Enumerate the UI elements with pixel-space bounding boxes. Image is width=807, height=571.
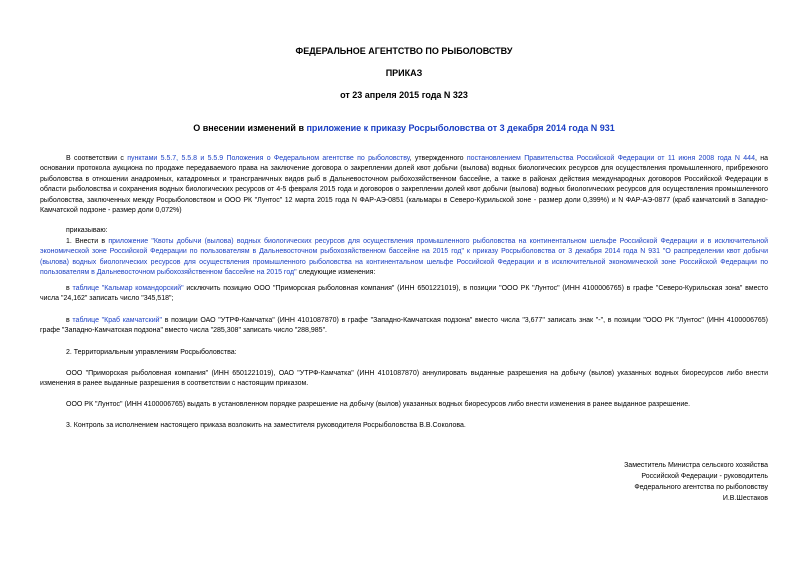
item2-text: 2. Территориальным управлениям Росрыболовства: (66, 349, 237, 356)
item2a-paragraph (40, 369, 768, 390)
item2-paragraph (40, 348, 768, 358)
item2b-text: ООО РК "Лунтос" (ИНН 4100006765) выдать в установленном порядке разрешение на добычу (вылов) указанных водных биоресурсов либо внести изменения в ранее выданное разрешение. (66, 401, 691, 408)
item1b-paragraph (40, 316, 768, 337)
subject-link[interactable]: приложение к приказу Росрыболовства от 3 декабря 2014 года N 931 (306, 123, 615, 133)
item1b-text-1: в (66, 317, 73, 324)
signature-line-2: Российской Федерации - руководитель (641, 473, 768, 480)
item1a-text-1: в (66, 285, 73, 292)
signature-line-1: Заместитель Министра сельского хозяйства (624, 462, 768, 469)
regulation-link[interactable]: пунктами 5.5.7, 5.5.8 и 5.5.9 Положения о Федеральном агентстве по рыболовству (127, 155, 410, 162)
item1-text-2: следующие изменения: (296, 269, 376, 277)
signature-line-3: Федерального агентства по рыболовству (634, 484, 768, 491)
doc-subject (40, 123, 768, 134)
doc-type: ПРИКАЗ (385, 68, 423, 78)
item2a-text: ООО "Приморская рыболовная компания" (ИНН 6501221019), ОАО "УТРФ-Камчатка" (ИНН 4101087870) аннулировать выданные разрешения на добычу (вылов) указанных водных биоресурсов либо внести изменения в ранее выданные разрешения в соответствии с настоящим приказом. (40, 370, 768, 388)
intro-text-3: , на основании протокола аукциона по продаже передаваемого права на заключение договора о закреплении долей квот добычи (вылова) водных биологических ресурсов для осуществления промышленного, прибрежного рыболовства в отношении анадромных, катадромных и трансграничных видов рыб в Дальневосточном рыбохозяйственном бассейне, а также в районах действия международных договоров Российской Федерации в области рыболовства и сохранения водных биологических ресурсов от 4-5 февраля 2015 года и договоров о закреплении долей квот добычи (вылова) водных биологических ресурсов для осуществления промышленного рыболовства, заключенных между Росрыболовством и ООО РК "Лунтос" 12 марта 2015 года N ФАР-АЭ-0851 (кальмары в Северо-Курильской зоне - размер доли 0,399%) и N ФАР-АЭ-0877 (краб камчатский в Западно-Камчатской подзоне - размер доли 0,072%) (40, 155, 768, 215)
intro-text-2: , утвержденного (409, 155, 467, 162)
doc-date-number: от 23 апреля 2015 года N 323 (340, 90, 468, 100)
government-decree-link[interactable]: постановлением Правительства Российской Федерации от 11 июня 2008 года N 444 (466, 155, 755, 162)
item1b-text-2: в позиции ОАО "УТРФ-Камчатка" (ИНН 4101087870) в графе "Западно-Камчатская подзона" вместо числа "3,677" записать знак "-", в позиции "ООО РК "Лунтос" (ИНН 4100006765) графе "Западно-Камчатская подзона" вместо числа "285,308" записать число "288,985". (40, 317, 768, 335)
intro-text-1: В соответствии с (66, 155, 128, 162)
item1a-text-2: исключить позицию ООО "Приморская рыболовная компания" (ИНН 6501221019), в позиции "ООО РК "Лунтос" (ИНН 4100006765) в графе "Северо-Курильская зона" вместо числа "24,162" записать число "345,518"; (40, 285, 768, 303)
signature-name: И.В.Шестаков (722, 495, 768, 502)
item3-text: 3. Контроль за исполнением настоящего приказа возложить на заместителя руководителя Росрыболовства В.В.Соколова. (66, 422, 466, 429)
item1a-paragraph (40, 284, 768, 305)
agency-title: ФЕДЕРАЛЬНОЕ АГЕНТСТВО ПО РЫБОЛОВСТВУ (295, 46, 513, 56)
item2b-paragraph (40, 400, 768, 410)
intro-paragraph (40, 154, 768, 216)
item1-paragraph (40, 237, 768, 279)
squid-table-link[interactable]: таблице "Кальмар командорский" (72, 285, 184, 292)
item1-text-1: 1. Внести в (66, 238, 109, 245)
signature-block (40, 460, 768, 504)
subject-prefix: О внесении изменений в (193, 123, 307, 133)
appendix-link[interactable]: приложение "Квоты добычи (вылова) водных биологических ресурсов для осуществления промышленного рыболовства на континентальном шельфе Российской Федерации и в исключительной экономической зоне Российской Федерации по пользователям в Дальневосточном рыбохозяйственном бассейне на 2015 год" к приказу Росрыболовства от 3 декабря 2014 года N 931 "О распределении квот добычи (вылова) водных биологических ресурсов для осуществления промышленного рыболовства на континентальном шельфе Российской Федерации и в исключительной экономической зоне Российской Федерации по пользователям в Дальневосточном рыбохозяйственном бассейне на 2015 год" (40, 238, 769, 277)
item3-paragraph (40, 421, 768, 431)
crab-table-link[interactable]: таблице "Краб камчатский" (72, 317, 162, 324)
order-word-paragraph (40, 226, 768, 236)
order-word: приказываю: (66, 227, 108, 234)
